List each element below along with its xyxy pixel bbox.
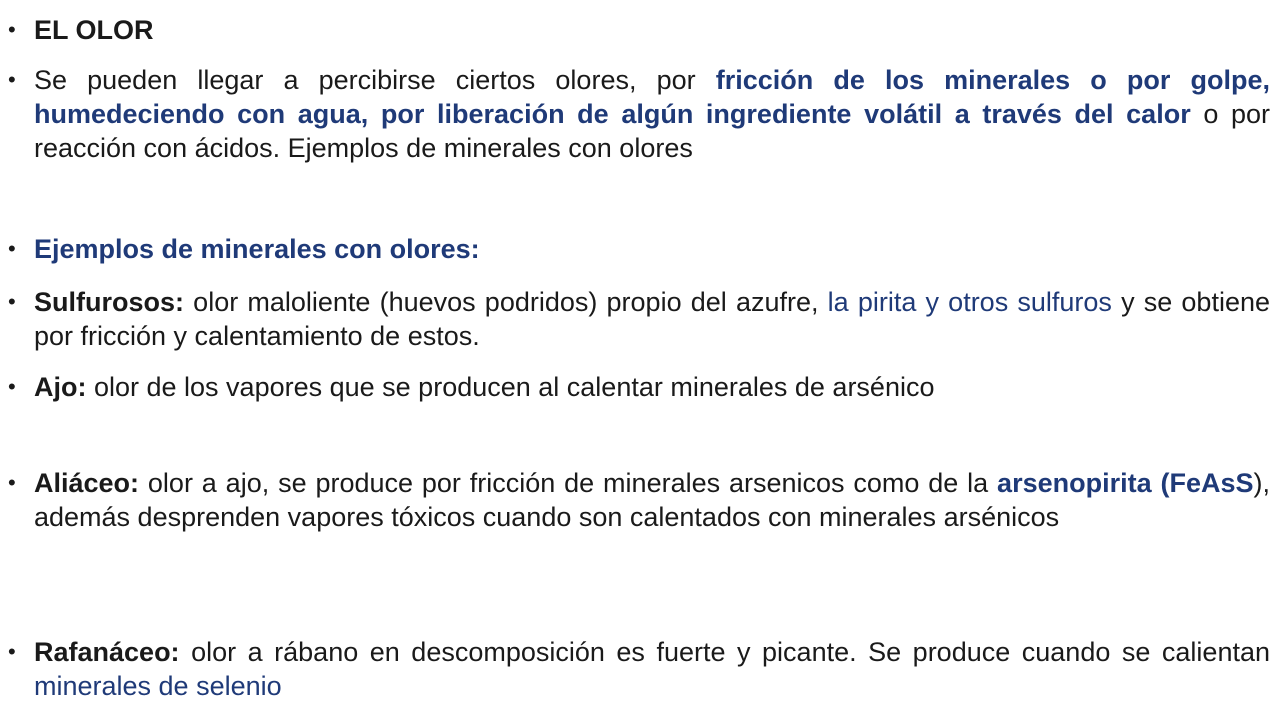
text-segment: olor a ajo, se produce por fricción de minerales arsenicos como de la — [139, 468, 998, 498]
term-label: Aliáceo: — [34, 468, 140, 498]
highlight-segment: arsenopirita (FeAsS — [997, 468, 1254, 498]
bullet-description — [8, 63, 1270, 165]
highlight-segment: la pirita y otros sulfuros — [827, 287, 1112, 317]
bullet-dot: • — [8, 470, 16, 495]
text-segment: o por reacción con ácidos. Ejemplos de minerales con olores — [34, 99, 1270, 163]
bullet-dot: • — [8, 236, 16, 261]
bullet-examples-heading — [8, 232, 1270, 266]
bullet-dot: • — [8, 67, 16, 92]
term-label: Ajo: — [34, 372, 87, 402]
bullet-aliaceo — [8, 466, 1270, 534]
subsection-title: Ejemplos de minerales con olores: — [34, 234, 480, 264]
bullet-dot: • — [8, 374, 16, 399]
text-segment: olor de los vapores que se producen al calentar minerales de arsénico — [86, 372, 935, 402]
bullet-el-olor — [8, 13, 1270, 47]
section-title: EL OLOR — [34, 15, 154, 45]
text-segment: y se obtiene por fricción y calentamiento de estos. — [34, 287, 1270, 351]
bullet-dot: • — [8, 639, 16, 664]
text-segment: Se pueden llegar a percibirse ciertos olores, por — [34, 65, 716, 95]
bullet-dot: • — [8, 289, 16, 314]
highlight-segment: fricción de los minerales o por golpe, humedeciendo con agua, por liberación de algún ingrediente volátil a través del calor — [34, 65, 1270, 129]
text-segment: ), además desprenden vapores tóxicos cuando son calentados con minerales arsénicos — [34, 468, 1270, 532]
term-label: Sulfurosos: — [34, 287, 185, 317]
text-segment: olor a rábano en descomposición es fuerte y picante. Se produce cuando se calientan — [179, 637, 1270, 667]
bullet-rafanaceo — [8, 635, 1270, 703]
text-segment: olor maloliente (huevos podridos) propio del azufre, — [184, 287, 828, 317]
bullet-sulfurosos — [8, 285, 1270, 353]
term-label: Rafanáceo: — [34, 637, 180, 667]
highlight-segment: minerales de selenio — [34, 671, 282, 701]
bullet-ajo — [8, 370, 1270, 404]
bullet-dot: • — [8, 17, 16, 42]
